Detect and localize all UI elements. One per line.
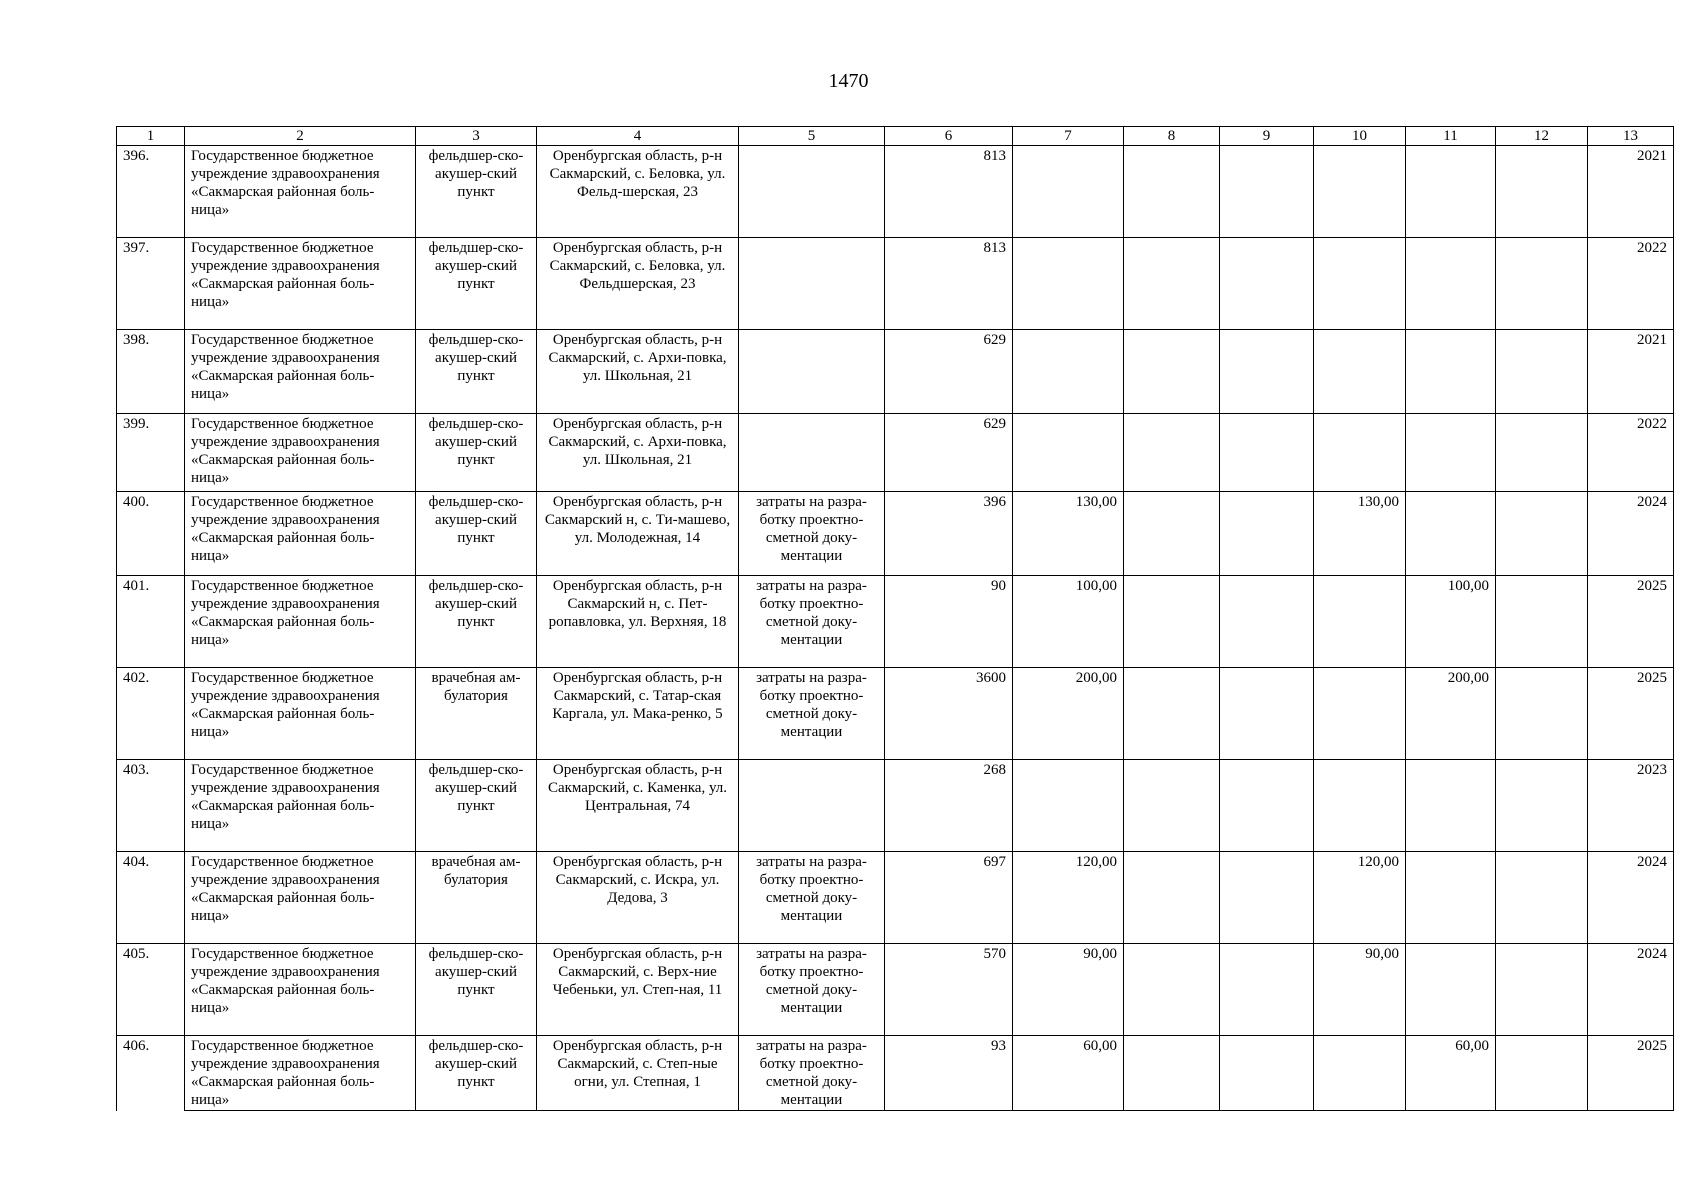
facility-address: Оренбургская область, р-н Сакмарский, с. Беловка, ул. Фельдшерская, 23 [537,238,739,330]
facility-address: Оренбургская область, р-н Сакмарский, с. Искра, ул. Дедова, 3 [537,852,739,944]
institution-name: Государственное бюджетное учреждение здравоохранения «Сакмарская районная боль-ница» [185,1036,416,1111]
value-col-9 [1220,414,1314,492]
value-col-11 [1406,330,1496,414]
expense-purpose: затраты на разра-ботку проектно-сметной доку-ментации [739,668,885,760]
value-col-11: 200,00 [1406,668,1496,760]
value-col-10 [1314,576,1406,668]
facility-type: фельдшер-ско-акушер-ский пункт [416,414,537,492]
row-number: 400. [117,492,185,576]
value-col-12 [1496,1036,1588,1111]
value-col-11: 60,00 [1406,1036,1496,1111]
value-col-8 [1124,852,1220,944]
value-col-6: 813 [885,238,1013,330]
value-col-9 [1220,852,1314,944]
completion-year: 2021 [1588,146,1674,238]
value-col-6: 90 [885,576,1013,668]
value-col-12 [1496,576,1588,668]
institution-name: Государственное бюджетное учреждение здравоохранения «Сакмарская районная боль-ница» [185,492,416,576]
table-row [117,492,1674,576]
value-col-10 [1314,146,1406,238]
column-header: 6 [885,127,1013,146]
value-col-9 [1220,492,1314,576]
completion-year: 2022 [1588,414,1674,492]
row-number: 402. [117,668,185,760]
value-col-10 [1314,238,1406,330]
expense-purpose [739,330,885,414]
table-row [117,238,1674,330]
completion-year: 2024 [1588,492,1674,576]
table-row [117,944,1674,1036]
table-row [117,576,1674,668]
value-col-9 [1220,330,1314,414]
value-col-9 [1220,760,1314,852]
row-number: 406. [117,1036,185,1111]
value-col-6: 396 [885,492,1013,576]
facility-type: фельдшер-ско-акушер-ский пункт [416,330,537,414]
value-col-9 [1220,576,1314,668]
completion-year: 2022 [1588,238,1674,330]
value-col-8 [1124,414,1220,492]
completion-year: 2024 [1588,852,1674,944]
expense-purpose: затраты на разра-ботку проектно-сметной доку-ментации [739,944,885,1036]
value-col-8 [1124,760,1220,852]
value-col-7 [1013,238,1124,330]
row-number: 396. [117,146,185,238]
expense-purpose: затраты на разра-ботку проектно-сметной доку-ментации [739,576,885,668]
column-header: 11 [1406,127,1496,146]
facility-address: Оренбургская область, р-н Сакмарский, с. Каменка, ул. Центральная, 74 [537,760,739,852]
expense-purpose: затраты на разра-ботку проектно-сметной доку-ментации [739,852,885,944]
value-col-6: 629 [885,330,1013,414]
value-col-7: 100,00 [1013,576,1124,668]
institution-name: Государственное бюджетное учреждение здравоохранения «Сакмарская районная боль-ница» [185,760,416,852]
row-number: 404. [117,852,185,944]
value-col-6: 93 [885,1036,1013,1111]
completion-year: 2021 [1588,330,1674,414]
value-col-12 [1496,146,1588,238]
value-col-7: 200,00 [1013,668,1124,760]
value-col-8 [1124,944,1220,1036]
facility-type: фельдшер-ско-акушер-ский пункт [416,576,537,668]
value-col-7: 120,00 [1013,852,1124,944]
table-row [117,852,1674,944]
institution-name: Государственное бюджетное учреждение здравоохранения «Сакмарская районная боль-ница» [185,414,416,492]
facility-address: Оренбургская область, р-н Сакмарский, с. Беловка, ул. Фельд-шерская, 23 [537,146,739,238]
value-col-6: 629 [885,414,1013,492]
value-col-8 [1124,330,1220,414]
institution-name: Государственное бюджетное учреждение здравоохранения «Сакмарская районная боль-ница» [185,330,416,414]
value-col-9 [1220,1036,1314,1111]
completion-year: 2025 [1588,668,1674,760]
row-number: 398. [117,330,185,414]
institution-name: Государственное бюджетное учреждение здравоохранения «Сакмарская районная боль-ница» [185,238,416,330]
value-col-7 [1013,146,1124,238]
value-col-8 [1124,576,1220,668]
column-number-header-row [117,127,1674,146]
row-number: 399. [117,414,185,492]
row-number: 401. [117,576,185,668]
value-col-8 [1124,146,1220,238]
value-col-9 [1220,238,1314,330]
value-col-7: 130,00 [1013,492,1124,576]
column-header: 13 [1588,127,1674,146]
value-col-6: 813 [885,146,1013,238]
value-col-12 [1496,760,1588,852]
value-col-11: 100,00 [1406,576,1496,668]
facility-type: врачебная ам-булатория [416,852,537,944]
value-col-9 [1220,944,1314,1036]
column-header: 3 [416,127,537,146]
page-number: 1470 [828,70,869,92]
value-col-7: 90,00 [1013,944,1124,1036]
facility-type: врачебная ам-булатория [416,668,537,760]
facility-address: Оренбургская область, р-н Сакмарский н, с. Пет-ропавловка, ул. Верхняя, 18 [537,576,739,668]
facility-address: Оренбургская область, р-н Сакмарский, с. Архи-повка, ул. Школьная, 21 [537,414,739,492]
column-header: 5 [739,127,885,146]
value-col-11 [1406,760,1496,852]
value-col-12 [1496,238,1588,330]
column-header: 10 [1314,127,1406,146]
registry-table [116,126,1674,1111]
institution-name: Государственное бюджетное учреждение здравоохранения «Сакмарская районная боль-ница» [185,668,416,760]
value-col-8 [1124,1036,1220,1111]
table-row [117,330,1674,414]
table-row [117,146,1674,238]
institution-name: Государственное бюджетное учреждение здравоохранения «Сакмарская районная боль-ница» [185,576,416,668]
facility-type: фельдшер-ско-акушер-ский пункт [416,944,537,1036]
completion-year: 2023 [1588,760,1674,852]
column-header: 4 [537,127,739,146]
value-col-8 [1124,668,1220,760]
value-col-12 [1496,492,1588,576]
value-col-11 [1406,852,1496,944]
value-col-6: 697 [885,852,1013,944]
facility-address: Оренбургская область, р-н Сакмарский, с. Степ-ные огни, ул. Степная, 1 [537,1036,739,1111]
value-col-6: 3600 [885,668,1013,760]
table-row [117,668,1674,760]
value-col-10 [1314,668,1406,760]
table-row [117,414,1674,492]
table-row [117,1036,1674,1111]
value-col-10: 90,00 [1314,944,1406,1036]
column-header: 12 [1496,127,1588,146]
expense-purpose: затраты на разра-ботку проектно-сметной доку-ментации [739,1036,885,1111]
facility-type: фельдшер-ско-акушер-ский пункт [416,238,537,330]
expense-purpose [739,760,885,852]
expense-purpose: затраты на разра-ботку проектно-сметной доку-ментации [739,492,885,576]
facility-type: фельдшер-ско-акушер-ский пункт [416,1036,537,1111]
value-col-7 [1013,760,1124,852]
value-col-12 [1496,852,1588,944]
column-header: 8 [1124,127,1220,146]
column-header: 2 [185,127,416,146]
value-col-7 [1013,330,1124,414]
value-col-10: 130,00 [1314,492,1406,576]
value-col-12 [1496,330,1588,414]
institution-name: Государственное бюджетное учреждение здравоохранения «Сакмарская районная боль-ница» [185,852,416,944]
value-col-8 [1124,238,1220,330]
value-col-8 [1124,492,1220,576]
value-col-9 [1220,668,1314,760]
expense-purpose [739,146,885,238]
expense-purpose [739,238,885,330]
value-col-11 [1406,944,1496,1036]
value-col-11 [1406,146,1496,238]
facility-type: фельдшер-ско-акушер-ский пункт [416,760,537,852]
value-col-7: 60,00 [1013,1036,1124,1111]
value-col-10 [1314,760,1406,852]
institution-name: Государственное бюджетное учреждение здравоохранения «Сакмарская районная боль-ница» [185,146,416,238]
completion-year: 2025 [1588,1036,1674,1111]
expense-purpose [739,414,885,492]
value-col-10 [1314,414,1406,492]
value-col-11 [1406,492,1496,576]
value-col-6: 570 [885,944,1013,1036]
table-row [117,760,1674,852]
facility-address: Оренбургская область, р-н Сакмарский, с. Архи-повка, ул. Школьная, 21 [537,330,739,414]
facility-address: Оренбургская область, р-н Сакмарский, с. Татар-ская Каргала, ул. Мака-ренко, 5 [537,668,739,760]
value-col-12 [1496,944,1588,1036]
facility-address: Оренбургская область, р-н Сакмарский н, с. Ти-машево, ул. Молодежная, 14 [537,492,739,576]
facility-type: фельдшер-ско-акушер-ский пункт [416,146,537,238]
value-col-12 [1496,414,1588,492]
completion-year: 2024 [1588,944,1674,1036]
value-col-9 [1220,146,1314,238]
value-col-10: 120,00 [1314,852,1406,944]
column-header: 1 [117,127,185,146]
value-col-12 [1496,668,1588,760]
institution-name: Государственное бюджетное учреждение здравоохранения «Сакмарская районная боль-ница» [185,944,416,1036]
value-col-6: 268 [885,760,1013,852]
completion-year: 2025 [1588,576,1674,668]
column-header: 7 [1013,127,1124,146]
value-col-11 [1406,238,1496,330]
facility-address: Оренбургская область, р-н Сакмарский, с. Верх-ние Чебеньки, ул. Степ-ная, 11 [537,944,739,1036]
row-number: 405. [117,944,185,1036]
value-col-10 [1314,330,1406,414]
value-col-11 [1406,414,1496,492]
column-header: 9 [1220,127,1314,146]
row-number: 403. [117,760,185,852]
value-col-10 [1314,1036,1406,1111]
facility-type: фельдшер-ско-акушер-ский пункт [416,492,537,576]
row-number: 397. [117,238,185,330]
value-col-7 [1013,414,1124,492]
